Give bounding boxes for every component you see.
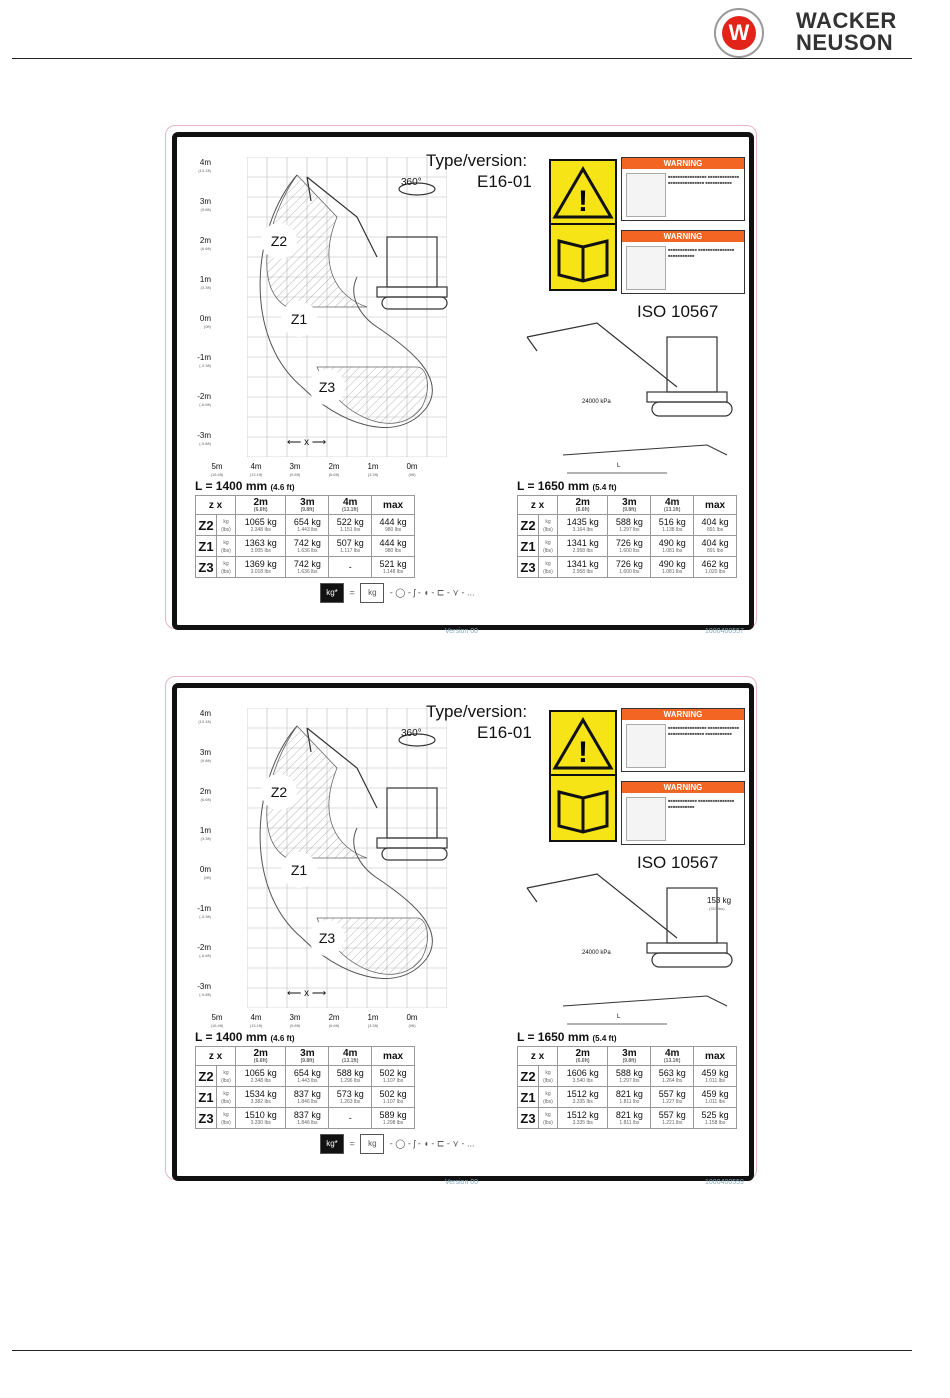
kg-icon: kg (360, 583, 384, 603)
load-cell: 522 kg 1.151 lbs (329, 515, 372, 536)
zone-cell: Z1 (196, 1087, 217, 1108)
model-code: E16-01 (477, 723, 532, 742)
load-cell: 1510 kg 3.330 lbs (236, 1108, 286, 1129)
table-row (196, 557, 415, 578)
load-cell: 654 kg 1.443 lbs (286, 515, 329, 536)
zone-cell: Z3 (518, 557, 539, 578)
version-footer: Version 00 (445, 1179, 479, 1186)
y-axis-tick: 4m (13.1ft) (198, 709, 211, 724)
zone-z2-label: Z2 (261, 223, 297, 259)
y-axis-tick: 3m (9.8ft) (199, 197, 211, 212)
load-cell: 557 kg 1.227 lbs (651, 1087, 694, 1108)
equals-sign: = (349, 1138, 355, 1149)
z-x-header: z x (196, 1047, 236, 1066)
load-cell: 821 kg 1.811 lbs (608, 1087, 651, 1108)
col-4m-header: 4m (13.1ft) (329, 1047, 372, 1066)
z-x-header: z x (518, 496, 558, 515)
load-cell: - (329, 1108, 372, 1129)
brand-line2: NEUSON (796, 30, 894, 55)
hook-icon: ʃ (413, 1138, 416, 1149)
left-load-table (195, 1046, 415, 1129)
equals-sign: = (349, 587, 355, 598)
load-cell: 563 kg 1.264 lbs (651, 1066, 694, 1087)
load-cell: 404 kg 891 lbs (694, 536, 737, 557)
y-axis-tick: -1m (-3.3ft) (197, 904, 211, 919)
load-cell: 1363 kg 3.005 lbs (236, 536, 286, 557)
x-axis-tick: 5m (16.4ft) (210, 462, 224, 477)
zone-cell: Z2 (196, 515, 217, 536)
kg-lbs-icon: kg (lbs) (217, 536, 236, 557)
load-cell: 1369 kg 3.018 lbs (236, 557, 286, 578)
zone-cell: Z2 (518, 1066, 539, 1087)
warning-card-2-title: WARNING (622, 782, 744, 793)
z-x-header: z x (196, 496, 236, 515)
iso-standard: ISO 10567 (637, 302, 719, 321)
warning-card-2-title: WARNING (622, 231, 744, 242)
y-axis-tick: -3m (-9.8ft) (197, 982, 211, 997)
kg-lbs-icon: kg (lbs) (539, 1066, 558, 1087)
load-cell: 490 kg 1.081 lbs (651, 557, 694, 578)
load-cell: 502 kg 1.107 lbs (372, 1087, 415, 1108)
load-cell: 462 kg 1.020 lbs (694, 557, 737, 578)
table-row (518, 1087, 737, 1108)
right-load-table (517, 1046, 737, 1129)
warning-card-2-text: ■■■■■■■■■■■■ ■■■■■■■■■■■■■■■ ■■■■■■■■■■■ (668, 798, 735, 809)
load-cell: 726 kg 1.600 lbs (608, 536, 651, 557)
x-axis-tick: 0m (0ft) (406, 1013, 418, 1028)
boom-length-icon (557, 435, 737, 483)
shackle-icon: ◯ (395, 587, 406, 598)
x-axis-marker: ⟵ x ⟶ (287, 988, 327, 999)
table-header-row (196, 496, 415, 515)
load-cell: 1065 kg 2.348 lbs (236, 1066, 286, 1087)
col-2m-header: 2m (6.6ft) (236, 496, 286, 515)
col-max-header: max (372, 496, 415, 515)
x-axis-tick: 2m (6.6ft) (328, 462, 340, 477)
safety-symbol-panel (549, 710, 617, 842)
rotation-label: 360° (401, 728, 422, 739)
warning-card-1-title: WARNING (622, 709, 744, 720)
attachment-legend: kg* = kg - ◯ - ʃ - ◖ - ⊏ - ⋎ - ... (317, 1134, 474, 1154)
load-cell: 1512 kg 3.335 lbs (558, 1108, 608, 1129)
y-axis-tick: 1m (3.3ft) (199, 275, 211, 290)
warning-triangle-icon (551, 714, 615, 774)
label-frame (172, 132, 754, 630)
type-version-title: Type/version: (426, 702, 528, 721)
load-cell: 525 kg 1.158 lbs (694, 1108, 737, 1129)
load-cell: 821 kg 1.811 lbs (608, 1108, 651, 1129)
zone-cell: Z2 (518, 515, 539, 536)
kg-star-icon: kg* (320, 583, 344, 603)
col-2m-header: 2m (6.6ft) (236, 1047, 286, 1066)
col-4m-header: 4m (13.1ft) (329, 496, 372, 515)
zone-z1-label: Z1 (281, 301, 317, 337)
load-cell: 490 kg 1.081 lbs (651, 536, 694, 557)
length-marker: L (617, 463, 621, 469)
label-frame (172, 683, 754, 1181)
warning-card-2-pictogram (626, 797, 666, 841)
load-cell: 742 kg 1.636 lbs (286, 536, 329, 557)
load-cell: 444 kg 980 lbs (372, 536, 415, 557)
y-axis-tick: -2m (-6.6ft) (197, 943, 211, 958)
load-cell: 516 kg 1.138 lbs (651, 515, 694, 536)
left-table-title: L = 1400 mm (4.6 ft) (195, 479, 295, 493)
shackle-icon: ◯ (395, 1138, 406, 1149)
warning-card-1-title: WARNING (622, 158, 744, 169)
bucket-icon: ◖ (423, 1138, 429, 1149)
y-axis-tick: 0m (0ft) (199, 314, 211, 329)
ellipsis: ... (466, 1138, 475, 1149)
warning-card-1-pictogram (626, 724, 666, 768)
type-version-title: Type/version: (426, 151, 528, 170)
col-3m-header: 3m (9.8ft) (608, 496, 651, 515)
x-axis-tick: 4m (13.1ft) (249, 1013, 263, 1028)
z-x-header: z x (518, 1047, 558, 1066)
brand-line1: WACKER (796, 8, 897, 33)
right-table-title: L = 1650 mm (5.4 ft) (517, 479, 617, 493)
warning-card-1-text: ■■■■■■■■■■■■■■■■ ■■■■■■■■■■■■■ ■■■■■■■■■■■■■■■ ■■■■■■■■■■■ (668, 174, 740, 185)
col-max-header: max (372, 1047, 415, 1066)
x-axis-tick: 3m (9.8ft) (289, 1013, 301, 1028)
zone-cell: Z2 (196, 1066, 217, 1087)
x-axis-tick: 1m (3.3ft) (367, 1013, 379, 1028)
x-axis-tick: 5m (16.4ft) (210, 1013, 224, 1028)
safety-symbol-panel (549, 159, 617, 291)
table-row (196, 1066, 415, 1087)
panel-divider (551, 774, 615, 776)
load-cell: 444 kg 980 lbs (372, 515, 415, 536)
load-cell: 588 kg 1.297 lbs (608, 515, 651, 536)
warning-card-1 (621, 708, 745, 772)
right-table-title: L = 1650 mm (5.4 ft) (517, 1030, 617, 1044)
kg-lbs-icon: kg (lbs) (217, 1066, 236, 1087)
warning-card-1-text: ■■■■■■■■■■■■■■■■ ■■■■■■■■■■■■■ ■■■■■■■■■■■■■■■ ■■■■■■■■■■■ (668, 725, 740, 736)
table-row (196, 1108, 415, 1129)
load-cell: 837 kg 1.846 lbs (286, 1087, 329, 1108)
col-max-header: max (694, 496, 737, 515)
x-axis-marker: ⟵ x ⟶ (287, 437, 327, 448)
zone-z1-label: Z1 (281, 852, 317, 888)
load-cell: 404 kg 891 lbs (694, 515, 737, 536)
kg-lbs-icon: kg (lbs) (539, 515, 558, 536)
model-code: E16-01 (477, 172, 532, 191)
counterweight-sub: (337 lbs) (709, 906, 725, 911)
load-cell: 654 kg 1.443 lbs (286, 1066, 329, 1087)
y-axis-tick: 4m (13.1ft) (198, 158, 211, 173)
zone-cell: Z1 (196, 536, 217, 557)
version-footer: Version 00 (445, 628, 479, 635)
load-cell: 1341 kg 2.958 lbs (558, 557, 608, 578)
y-axis-tick: 2m (6.6ft) (199, 236, 211, 251)
load-cell: 507 kg 1.117 lbs (329, 536, 372, 557)
iso-standard: ISO 10567 (637, 853, 719, 872)
load-cell: 459 kg 1.011 lbs (694, 1087, 737, 1108)
col-4m-header: 4m (13.1ft) (651, 496, 694, 515)
svg-text:!: ! (578, 736, 588, 769)
part-number-footer: 1000400557 (705, 628, 744, 635)
table-row (196, 536, 415, 557)
load-cell: 588 kg 1.297 lbs (608, 1066, 651, 1087)
kg-lbs-icon: kg (lbs) (217, 1087, 236, 1108)
logo-mark: W (722, 16, 756, 50)
load-chart-label (165, 676, 757, 1186)
zone-cell: Z3 (196, 1108, 217, 1129)
brand-logo (714, 8, 764, 58)
x-axis-tick: 3m (9.8ft) (289, 462, 301, 477)
kg-lbs-icon: kg (lbs) (217, 515, 236, 536)
table-row (518, 1108, 737, 1129)
warning-card-1 (621, 157, 745, 221)
grab-icon: ⋎ (452, 1138, 459, 1149)
attachment-legend: kg* = kg - ◯ - ʃ - ◖ - ⊏ - ⋎ - ... (317, 583, 474, 603)
col-3m-header: 3m (9.8ft) (286, 496, 329, 515)
pressure-value: 24000 kPa (582, 399, 611, 405)
y-axis-tick: -2m (-6.6ft) (197, 392, 211, 407)
bucket-icon: ◖ (423, 587, 429, 598)
col-3m-header: 3m (9.8ft) (286, 1047, 329, 1066)
x-axis-tick: 1m (3.3ft) (367, 462, 379, 477)
x-axis-tick: 4m (13.1ft) (249, 462, 263, 477)
table-header-row (518, 1047, 737, 1066)
zone-z3-label: Z3 (309, 920, 345, 956)
load-cell: 837 kg 1.846 lbs (286, 1108, 329, 1129)
kg-lbs-icon: kg (lbs) (539, 536, 558, 557)
y-axis-tick: -1m (-3.3ft) (197, 353, 211, 368)
kg-lbs-icon: kg (lbs) (217, 1108, 236, 1129)
excavator-reach-icon (507, 317, 747, 427)
col-2m-header: 2m (6.6ft) (558, 1047, 608, 1066)
counterweight-value: 153 kg (707, 896, 732, 905)
part-number-footer: 1000400559 (705, 1179, 744, 1186)
excavator-side-icon (297, 708, 467, 878)
header-rule (12, 58, 912, 59)
table-row (518, 536, 737, 557)
load-cell: - (329, 557, 372, 578)
table-row (196, 515, 415, 536)
warning-card-2 (621, 230, 745, 294)
table-header-row (196, 1047, 415, 1066)
load-cell: 1065 kg 2.348 lbs (236, 515, 286, 536)
kg-star-icon: kg* (320, 1134, 344, 1154)
col-max-header: max (694, 1047, 737, 1066)
load-cell: 726 kg 1.600 lbs (608, 557, 651, 578)
manual-book-icon (551, 778, 615, 838)
x-axis-tick: 0m (0ft) (406, 462, 418, 477)
left-table-title: L = 1400 mm (4.6 ft) (195, 1030, 295, 1044)
load-cell: 1534 kg 3.382 lbs (236, 1087, 286, 1108)
left-load-table (195, 495, 415, 578)
load-cell: 502 kg 1.107 lbs (372, 1066, 415, 1087)
kg-lbs-icon: kg (lbs) (539, 1087, 558, 1108)
length-marker: L (617, 1014, 621, 1020)
y-axis-tick: 3m (9.8ft) (199, 748, 211, 763)
grab-icon: ⋎ (452, 587, 459, 598)
load-cell: 573 kg 1.263 lbs (329, 1087, 372, 1108)
zone-cell: Z3 (196, 557, 217, 578)
excavator-side-icon (297, 157, 467, 327)
col-2m-header: 2m (6.6ft) (558, 496, 608, 515)
col-3m-header: 3m (9.8ft) (608, 1047, 651, 1066)
excavator-reach-icon (507, 868, 747, 978)
warning-card-2-pictogram (626, 246, 666, 290)
pressure-value: 24000 kPa (582, 950, 611, 956)
load-cell: 1435 kg 3.164 lbs (558, 515, 608, 536)
warning-card-1-pictogram (626, 173, 666, 217)
footer-rule (12, 1350, 912, 1351)
kg-lbs-icon: kg (lbs) (539, 1108, 558, 1129)
warning-card-2-text: ■■■■■■■■■■■■ ■■■■■■■■■■■■■■■ ■■■■■■■■■■■ (668, 247, 735, 258)
kg-lbs-icon: kg (lbs) (539, 557, 558, 578)
panel-divider (551, 223, 615, 225)
load-chart-label (165, 125, 757, 635)
table-row (518, 557, 737, 578)
brand-wordmark (796, 10, 897, 54)
col-4m-header: 4m (13.1ft) (651, 1047, 694, 1066)
table-row (518, 1066, 737, 1087)
load-cell: 1512 kg 3.335 lbs (558, 1087, 608, 1108)
load-cell: 1341 kg 2.958 lbs (558, 536, 608, 557)
load-cell: 588 kg 1.296 lbs (329, 1066, 372, 1087)
load-cell: 1606 kg 3.540 lbs (558, 1066, 608, 1087)
y-axis-tick: 0m (0ft) (199, 865, 211, 880)
hook-icon: ʃ (413, 587, 416, 598)
svg-text:!: ! (578, 185, 588, 218)
table-header-row (518, 496, 737, 515)
zone-cell: Z1 (518, 1087, 539, 1108)
y-axis-tick: 1m (3.3ft) (199, 826, 211, 841)
zone-cell: Z3 (518, 1108, 539, 1129)
quick-coupler-icon: ⊏ (436, 1138, 445, 1149)
y-axis-tick: -3m (-9.8ft) (197, 431, 211, 446)
x-axis-tick: 2m (6.6ft) (328, 1013, 340, 1028)
load-cell: 521 kg 1.148 lbs (372, 557, 415, 578)
zone-cell: Z1 (518, 536, 539, 557)
boom-length-icon (557, 986, 737, 1034)
load-cell: 459 kg 1.011 lbs (694, 1066, 737, 1087)
load-cell: 589 kg 1.298 lbs (372, 1108, 415, 1129)
y-axis-tick: 2m (6.6ft) (199, 787, 211, 802)
load-cell: 557 kg 1.221 lbs (651, 1108, 694, 1129)
quick-coupler-icon: ⊏ (436, 587, 445, 598)
rotation-label: 360° (401, 177, 422, 188)
manual-book-icon (551, 227, 615, 287)
right-load-table (517, 495, 737, 578)
warning-card-2 (621, 781, 745, 845)
ellipsis: ... (466, 587, 475, 598)
warning-triangle-icon (551, 163, 615, 223)
table-row (196, 1087, 415, 1108)
table-row (518, 515, 737, 536)
kg-lbs-icon: kg (lbs) (217, 557, 236, 578)
load-cell: 742 kg 1.636 lbs (286, 557, 329, 578)
zone-z3-label: Z3 (309, 369, 345, 405)
zone-z2-label: Z2 (261, 774, 297, 810)
kg-icon: kg (360, 1134, 384, 1154)
